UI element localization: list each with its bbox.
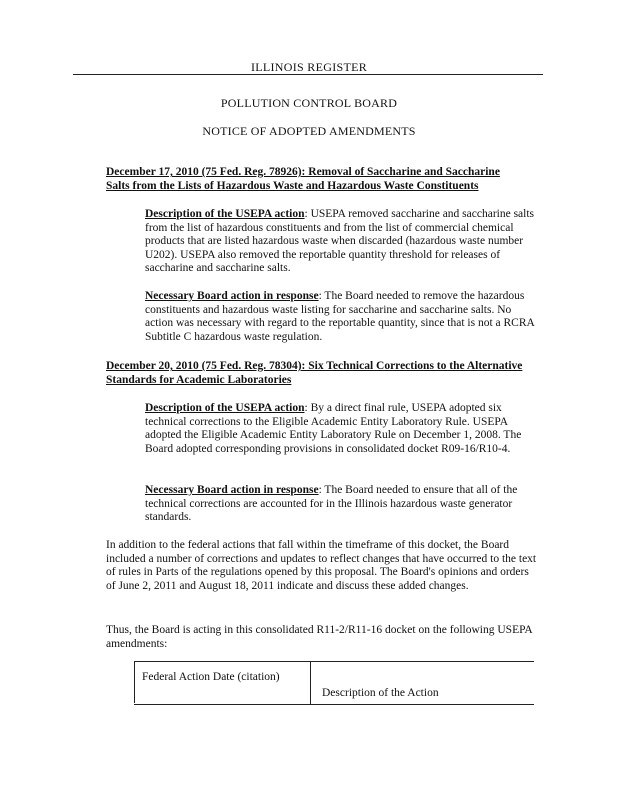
section2-board-action bbox=[145, 484, 535, 525]
section2-board-label: Necessary Board action in response bbox=[145, 484, 319, 496]
section1-desc-label: Description of the USEPA action bbox=[145, 208, 305, 220]
section2-board-text: : The Board needed to ensure that all of the technical corrections are accounted for in the Illinois hazardous waste generator standards. bbox=[145, 484, 518, 524]
section2-desc-label: Description of the USEPA action bbox=[145, 402, 305, 414]
notice-title: NOTICE OF ADOPTED AMENDMENTS bbox=[202, 124, 416, 138]
table-column-divider bbox=[310, 662, 311, 704]
register-title: ILLINOIS REGISTER bbox=[0, 60, 618, 75]
section1-desc-text: : USEPA removed saccharine and saccharine salts from the list of hazardous constituents and from the list of commercial chemical products that are listed hazardous waste when discarded (hazardous waste number U202). USEPA also removed the reportable quantity threshold for releases of saccharine and saccharine salts. bbox=[145, 208, 535, 275]
section2-description bbox=[145, 402, 535, 456]
section1-board-action bbox=[145, 290, 535, 344]
agency-title: POLLUTION CONTROL BOARD bbox=[220, 96, 398, 110]
section2-desc-text: : By a direct final rule, USEPA adopted six technical corrections to the Eligible Academic Entity Laboratory Rule. USEPA adopted the Eligible Academic Entity Laboratory Rule on December 1, 2008. The Board adopted corresponding provisions in consolidated docket R09-16/R10-4. bbox=[145, 402, 522, 455]
paragraph-amendments-intro: Thus, the Board is acting in this consolidated R11-2/R11-16 docket on the following USEPA amendments: bbox=[106, 624, 533, 650]
section1-description bbox=[145, 208, 535, 276]
section1-board-label: Necessary Board action in response bbox=[145, 290, 319, 302]
section1-heading: December 17, 2010 (75 Fed. Reg. 78926): Removal of Saccharine and Saccharine Salts from the Lists of Hazardous Waste and Hazardous Waste Constituents bbox=[106, 166, 500, 192]
section2-heading: December 20, 2010 (75 Fed. Reg. 78304): Six Technical Corrections to the Alternative Standards for Academic Laboratories bbox=[106, 360, 523, 386]
section1-board-text: : The Board needed to remove the hazardous constituents and hazardous waste listing for saccharine and saccharine salts. No action was necessary with regard to the reportable quantity, since that is not a RCRA Subtitle C hazardous waste regulation. bbox=[145, 290, 535, 343]
col-description-of-action: Description of the Action bbox=[322, 687, 439, 699]
col-federal-action-date: Federal Action Date (citation) bbox=[142, 671, 280, 683]
amendments-table-header bbox=[134, 661, 534, 705]
paragraph-additional-changes: In addition to the federal actions that fall within the timeframe of this docket, the Board included a number of corrections and updates to reflect changes that have occurred to the text of rules in Parts of the regulations opened by this proposal. The Board's opinions and orders of June 2, 2011 and August 18, 2011 indicate and discuss these added changes. bbox=[106, 539, 537, 592]
